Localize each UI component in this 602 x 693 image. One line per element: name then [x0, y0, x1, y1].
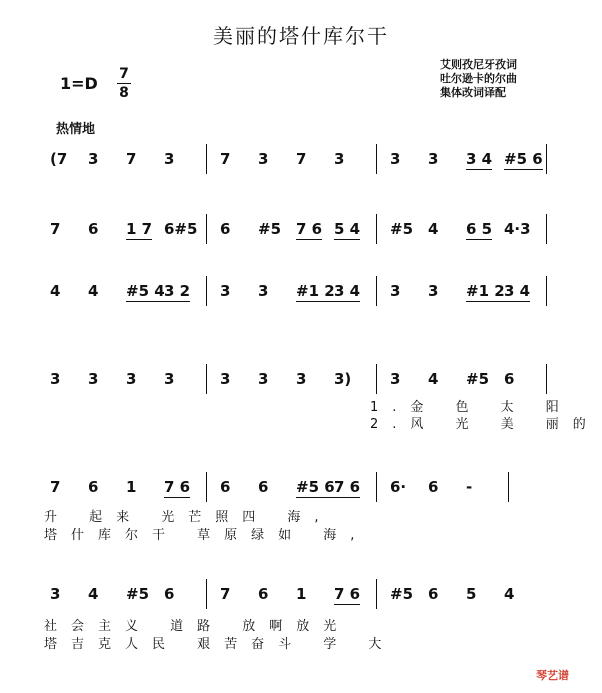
bar-line	[546, 144, 547, 174]
note: 6	[88, 478, 99, 496]
tempo-marking: 热情地	[56, 122, 96, 137]
bar-line	[376, 214, 377, 244]
note: 7	[220, 585, 231, 603]
note: 4	[428, 220, 439, 238]
staff-row	[0, 220, 602, 248]
credit-lyricist: 艾则孜尼牙孜词	[440, 58, 517, 71]
bar-line	[546, 364, 547, 394]
meter-top: 7	[119, 66, 129, 82]
note: 6	[88, 220, 99, 238]
note: 4·3	[504, 220, 531, 238]
note: 3 4	[504, 282, 531, 300]
lyric-row6-line2: 塔吉克人民 艰苦奋斗 学 大	[44, 637, 396, 652]
lyric-row5-line1: 升 起来 光芒照四 海,	[44, 510, 333, 525]
note: 6·	[390, 478, 407, 496]
note: #5 6	[296, 478, 335, 496]
note: 3	[390, 370, 401, 388]
note: 7 6	[296, 220, 323, 238]
note: 7	[50, 220, 61, 238]
watermark-logo: 琴艺谱	[536, 669, 569, 682]
bar-line	[546, 276, 547, 306]
note: 3	[428, 282, 439, 300]
note: #5	[390, 585, 414, 603]
note: 7	[50, 478, 61, 496]
note: 3	[220, 282, 231, 300]
note: 3 2	[164, 282, 191, 300]
note: 3	[258, 282, 269, 300]
note: 1 7	[126, 220, 153, 238]
credits	[440, 58, 517, 100]
note: 3	[334, 150, 345, 168]
note: 5 4	[334, 220, 361, 238]
note: 6	[258, 585, 269, 603]
bar-line	[206, 472, 207, 502]
bar-line	[376, 579, 377, 609]
note: -	[466, 478, 473, 496]
bar-line	[206, 214, 207, 244]
note: 3)	[334, 370, 352, 388]
time-signature	[117, 66, 131, 101]
note: 3	[428, 150, 439, 168]
page-title: 美丽的塔什库尔干	[213, 24, 389, 48]
note: 3	[88, 370, 99, 388]
bar-line	[206, 144, 207, 174]
note: 3	[390, 150, 401, 168]
note: 5	[466, 585, 477, 603]
note: 3	[164, 150, 175, 168]
note: 3	[220, 370, 231, 388]
note: #5 6	[504, 150, 543, 168]
bar-line	[508, 472, 509, 502]
note: 3	[258, 150, 269, 168]
note: 6	[164, 585, 175, 603]
note: 6	[220, 478, 231, 496]
note: 3	[258, 370, 269, 388]
note: 4	[428, 370, 439, 388]
note: #1 2	[466, 282, 505, 300]
note: 4	[50, 282, 61, 300]
note: 1	[296, 585, 307, 603]
note: 3	[126, 370, 137, 388]
note: 7	[126, 150, 137, 168]
staff-row	[0, 478, 602, 506]
bar-line	[206, 276, 207, 306]
lyric-row4-line1: 1.金 色 太 阳	[370, 400, 573, 415]
lyric-row6-line1: 社会主义 道路 放啊放光	[44, 619, 351, 634]
note: 7 6	[164, 478, 191, 496]
note: 3	[390, 282, 401, 300]
staff-row	[0, 585, 602, 613]
note: #5	[258, 220, 282, 238]
note: 3	[296, 370, 307, 388]
lyric-row4-line2: 2.风 光 美 丽的	[370, 417, 600, 432]
note: 7	[296, 150, 307, 168]
note: 7 6	[334, 478, 361, 496]
staff-row	[0, 150, 602, 178]
note: 7	[220, 150, 231, 168]
note: #5	[390, 220, 414, 238]
note: #5 4	[126, 282, 165, 300]
note: 4	[504, 585, 515, 603]
note: 3	[50, 370, 61, 388]
bar-line	[206, 579, 207, 609]
note: 4	[88, 282, 99, 300]
note: (7	[50, 150, 68, 168]
note: 6	[428, 585, 439, 603]
note: 3	[50, 585, 61, 603]
credit-composer: 吐尔逊卡的尔曲	[440, 72, 517, 85]
note: 3	[164, 370, 175, 388]
note: 6	[220, 220, 231, 238]
note: #5	[466, 370, 490, 388]
bar-line	[546, 214, 547, 244]
note: #1 2	[296, 282, 335, 300]
note: 6#5	[164, 220, 198, 238]
note: #5	[126, 585, 150, 603]
lyric-row5-line2: 塔什库尔干 草原绿如 海,	[44, 528, 369, 543]
note: 6 5	[466, 220, 493, 238]
staff-row	[0, 282, 602, 310]
bar-line	[376, 276, 377, 306]
key-signature: 1=D	[60, 74, 98, 93]
note: 6	[258, 478, 269, 496]
note: 4	[88, 585, 99, 603]
bar-line	[206, 364, 207, 394]
bar-line	[376, 144, 377, 174]
meter-bottom: 8	[119, 85, 129, 101]
note: 3 4	[334, 282, 361, 300]
bar-line	[376, 364, 377, 394]
note: 3 4	[466, 150, 493, 168]
bar-line	[376, 472, 377, 502]
meter-bar	[117, 83, 131, 84]
note: 6	[428, 478, 439, 496]
note: 1	[126, 478, 137, 496]
staff-row	[0, 370, 602, 398]
note: 7 6	[334, 585, 361, 603]
note: 3	[88, 150, 99, 168]
credit-translator: 集体改词译配	[440, 86, 506, 99]
note: 6	[504, 370, 515, 388]
